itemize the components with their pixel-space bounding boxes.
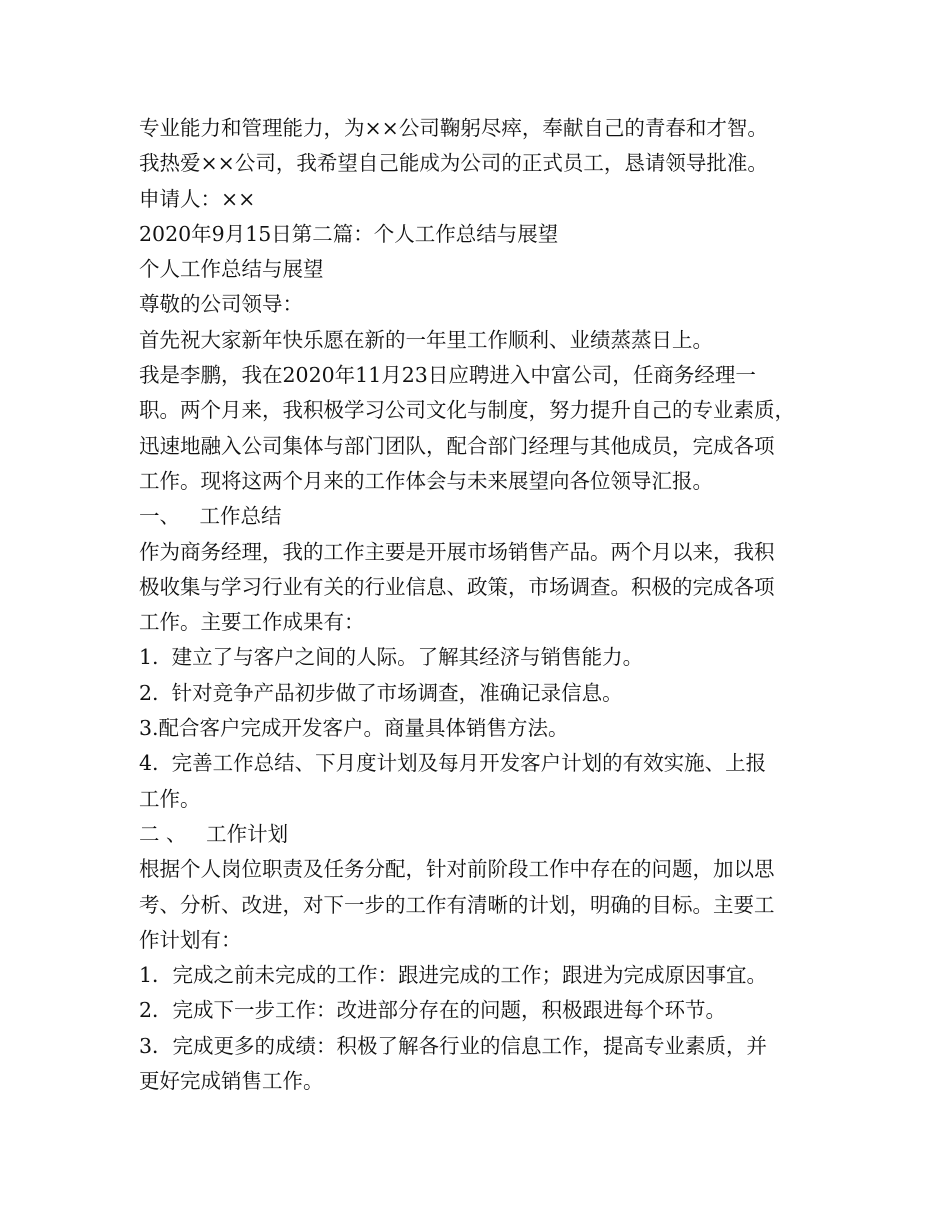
section-heading-plan: 二 、 工作计划	[139, 821, 289, 846]
text-line: 工作。现将这两个月来的工作体会与未来展望向各位领导汇报。	[139, 468, 713, 493]
text-line: 职。两个月来，我积极学习公司文化与制度，努力提升自己的专业素质，	[139, 398, 795, 423]
text-line: 作为商务经理，我的工作主要是开展市场销售产品。两个月以来，我积	[139, 539, 775, 564]
text-line: 我热爱××公司，我希望自己能成为公司的正式员工，恳请领导批准。	[139, 151, 768, 176]
list-item: 1. 建立了与客户之间的人际。了解其经济与销售能力。	[139, 645, 644, 670]
text-line: 首先祝大家新年快乐愿在新的一年里工作顺利、业绩蒸蒸日上。	[139, 327, 713, 352]
list-item: 2. 针对竞争产品初步做了市场调查，准确记录信息。	[139, 680, 623, 705]
text-line: 迅速地融入公司集体与部门团队，配合部门经理与其他成员，完成各项	[139, 433, 775, 458]
text-line: 考、分析、改进，对下一步的工作有清晰的计划，明确的目标。主要工	[139, 892, 775, 917]
applicant-line: 申请人：××	[139, 186, 256, 211]
text-line: 我是李鹏，我在2020年11月23日应聘进入中富公司，任商务经理一	[139, 363, 756, 388]
document-body	[139, 111, 824, 1099]
salutation: 尊敬的公司领导：	[139, 292, 303, 317]
text-line: 极收集与学习行业有关的行业信息、政策，市场调查。积极的完成各项	[139, 574, 775, 599]
list-item: 2．完成下一步工作：改进部分存在的问题，积极跟进每个环节。	[139, 998, 727, 1023]
document-title: 个人工作总结与展望	[139, 257, 324, 282]
text-line: 工作。	[139, 786, 201, 811]
list-item: 3.配合客户完成开发客户。商量具体销售方法。	[139, 716, 569, 741]
text-line: 作计划有：	[139, 927, 242, 952]
list-item: 4. 完善工作总结、下月度计划及每月开发客户计划的有效实施、上报	[139, 751, 767, 776]
list-item: 1．完成之前未完成的工作：跟进完成的工作；跟进为完成原因事宜。	[139, 963, 768, 988]
list-item: 3．完成更多的成绩：积极了解各行业的信息工作，提高专业素质，并	[139, 1033, 768, 1058]
text-line: 根据个人岗位职责及任务分配，针对前阶段工作中存在的问题，加以思	[139, 857, 775, 882]
text-line: 工作。主要工作成果有：	[139, 610, 365, 635]
text-line: 更好完成销售工作。	[139, 1069, 324, 1094]
text-line: 专业能力和管理能力，为××公司鞠躬尽瘁，奉献自己的青春和才智。	[139, 116, 768, 140]
date-and-section-title: 2020年9月15日第二篇：个人工作总结与展望	[139, 221, 559, 246]
section-heading-summary: 一、 工作总结	[139, 504, 282, 529]
